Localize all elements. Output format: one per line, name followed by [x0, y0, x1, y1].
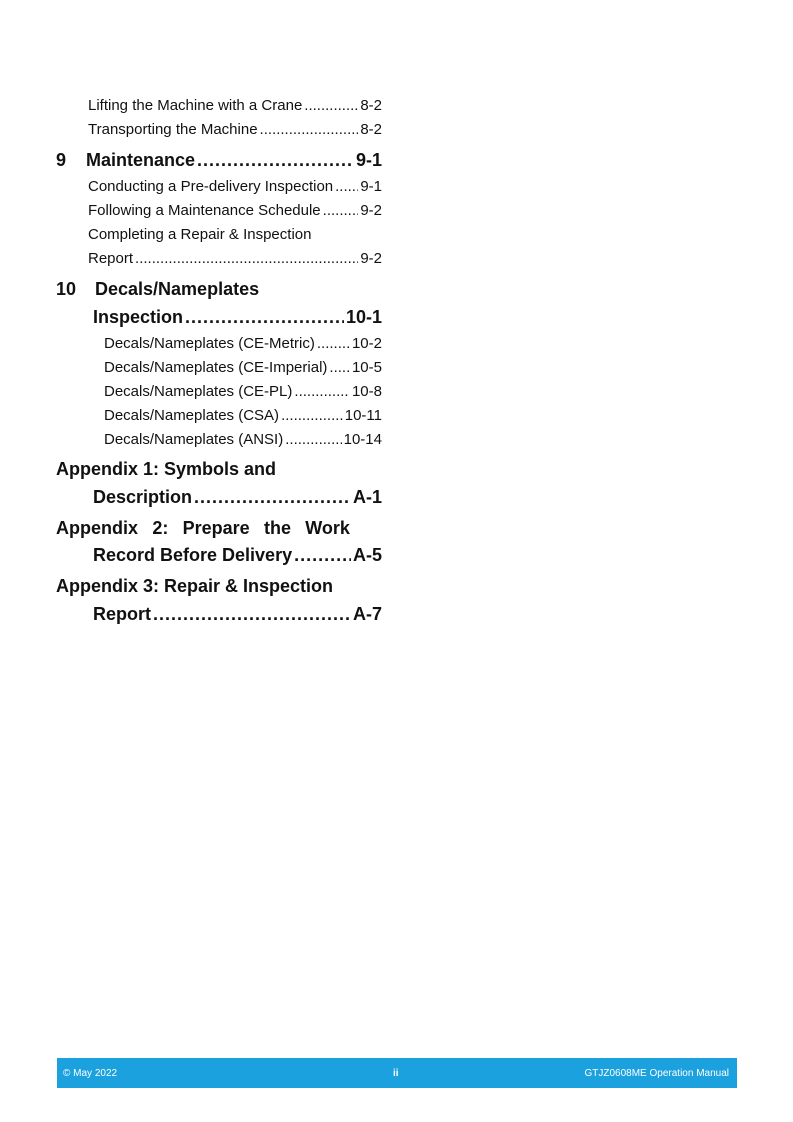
toc-entry-decals-csa[interactable] — [104, 407, 382, 424]
toc-leader-dots — [135, 250, 358, 267]
toc-entry-page: 10-5 — [351, 359, 382, 376]
toc-entry-page: 9-1 — [355, 150, 382, 170]
toc-chapter-9[interactable] — [56, 150, 382, 171]
appendix-title-line2: Record Before Delivery — [93, 545, 293, 565]
toc-entry-repair-report[interactable] — [88, 250, 382, 267]
toc-entry-title: Lifting the Machine with a Crane — [88, 97, 303, 114]
toc-chapter-10-line1 — [56, 279, 259, 300]
toc-leader-dots — [281, 407, 343, 424]
chapter-title: Maintenance — [86, 150, 196, 170]
toc-chapter-heading — [56, 150, 195, 171]
toc-chapter-10[interactable] — [93, 307, 382, 328]
toc-leader-dots — [194, 487, 351, 508]
toc-appendix-3-line1: Appendix 3: Repair & Inspection — [56, 576, 334, 596]
toc-entry-title: Decals/Nameplates (CE-Metric) — [104, 335, 315, 352]
toc-entry-lifting-crane[interactable] — [88, 97, 382, 114]
toc-leader-dots — [153, 604, 351, 625]
toc-appendix-3[interactable] — [93, 604, 382, 625]
toc-entry-title: Report — [88, 250, 134, 267]
toc-entry-page: 10-8 — [351, 383, 382, 400]
appendix-word: Work — [305, 518, 350, 538]
toc-leader-dots — [294, 545, 351, 566]
toc-appendix-2-line1 — [56, 518, 350, 539]
toc-entry-title: Decals/Nameplates (CE-PL) — [104, 383, 293, 400]
toc-entry-page: 8-2 — [360, 121, 382, 138]
page-footer — [57, 1058, 737, 1088]
toc-appendix-1[interactable] — [93, 487, 382, 508]
toc-entry-page: A-7 — [352, 604, 382, 624]
toc-entry-decals-ce-metric[interactable] — [104, 335, 382, 352]
chapter-title-line2: Inspection — [93, 307, 184, 327]
toc-entry-page: 9-1 — [360, 178, 382, 195]
toc-entry-page: 10-14 — [343, 431, 382, 448]
toc-entry-transporting[interactable] — [88, 121, 382, 138]
toc-entry-title: Decals/Nameplates (ANSI) — [104, 431, 284, 448]
toc-entry-title: Transporting the Machine — [88, 121, 258, 138]
toc-leader-dots — [260, 121, 359, 138]
toc-entry-decals-ansi[interactable] — [104, 431, 382, 448]
appendix-title-line2: Description — [93, 487, 193, 507]
toc-entry-page: 9-2 — [360, 202, 382, 219]
toc-appendix-2[interactable] — [93, 545, 382, 566]
toc-leader-dots — [304, 97, 358, 114]
footer-manual-title: GTJZ0608ME Operation Manual — [584, 1068, 729, 1079]
toc-leader-dots — [317, 335, 350, 352]
toc-appendix-1-line1: Appendix 1: Symbols and — [56, 459, 277, 479]
toc-entry-decals-ce-imperial[interactable] — [104, 359, 382, 376]
toc-entry-title: Following a Maintenance Schedule — [88, 202, 321, 219]
toc-leader-dots — [335, 178, 358, 195]
chapter-number: 9 — [56, 150, 67, 170]
toc-entry-page: A-1 — [352, 487, 382, 507]
toc-leader-dots — [197, 150, 354, 171]
appendix-word: 2: — [152, 518, 169, 538]
chapter-number: 10 — [56, 279, 77, 299]
toc-entry-page: 10-11 — [344, 407, 382, 424]
footer-date: © May 2022 — [63, 1068, 118, 1079]
toc-entry-schedule[interactable] — [88, 202, 382, 219]
toc-entry-page: 10-1 — [345, 307, 382, 327]
toc-entry-title: Conducting a Pre-delivery Inspection — [88, 178, 334, 195]
appendix-word: Prepare — [182, 518, 250, 538]
toc-entry-page: 9-2 — [360, 250, 382, 267]
toc-leader-dots — [329, 359, 350, 376]
toc-leader-dots — [323, 202, 359, 219]
toc-entry-page: A-5 — [352, 545, 382, 565]
toc-entry-title: Decals/Nameplates (CSA) — [104, 407, 280, 424]
appendix-word: the — [263, 518, 291, 538]
appendix-title-line2: Report — [93, 604, 151, 624]
footer-page-number: ii — [393, 1068, 399, 1079]
chapter-title-line1: Decals/Nameplates — [95, 279, 260, 299]
toc-leader-dots — [185, 307, 344, 328]
toc-entry-page: 10-2 — [351, 335, 382, 352]
toc-entry-predelivery[interactable] — [88, 178, 382, 195]
toc-entry-repair-line1: Completing a Repair & Inspection — [88, 226, 312, 243]
toc-entry-page: 8-2 — [360, 97, 382, 114]
toc-leader-dots — [285, 431, 341, 448]
toc-leader-dots — [294, 383, 350, 400]
toc-entry-title: Decals/Nameplates (CE-Imperial) — [104, 359, 328, 376]
toc-entry-decals-ce-pl[interactable] — [104, 383, 382, 400]
appendix-word: Appendix — [56, 518, 139, 538]
